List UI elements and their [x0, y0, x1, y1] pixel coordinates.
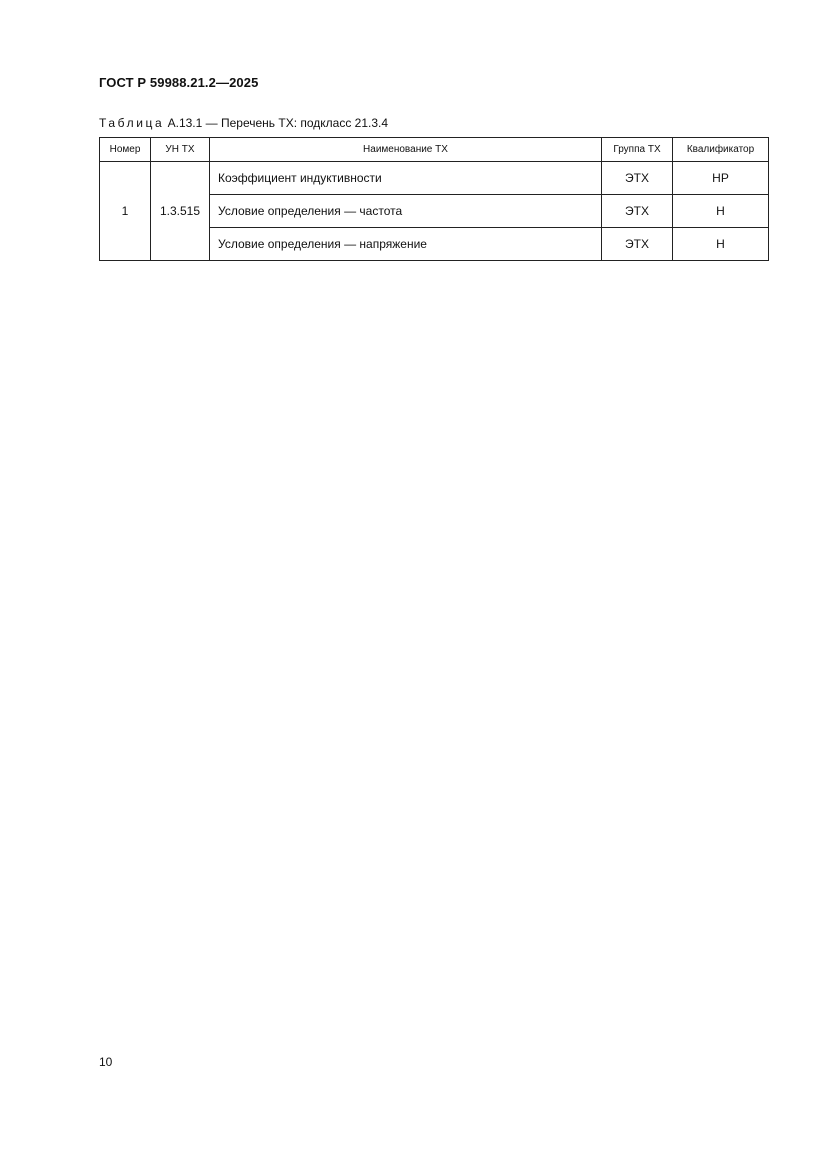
column-header-name: Наименование ТХ — [210, 138, 602, 162]
cell-group: ЭТХ — [602, 195, 673, 228]
tx-table — [99, 137, 769, 261]
cell-qualifier: НР — [673, 162, 769, 195]
cell-number: 1 — [100, 162, 151, 261]
table-header-row — [100, 138, 769, 162]
cell-name: Условие определения — частота — [210, 195, 602, 228]
column-header-un-tx: УН ТХ — [151, 138, 210, 162]
cell-un-tx: 1.3.515 — [151, 162, 210, 261]
cell-name: Коэффициент индуктивности — [210, 162, 602, 195]
table-row — [100, 162, 769, 195]
document-header: ГОСТ Р 59988.21.2—2025 — [99, 75, 259, 90]
table-caption-text: А.13.1 — Перечень ТХ: подкласс 21.3.4 — [167, 116, 389, 130]
cell-group: ЭТХ — [602, 162, 673, 195]
column-header-qualifier: Квалификатор — [673, 138, 769, 162]
cell-group: ЭТХ — [602, 228, 673, 261]
table-caption-word: Таблица — [99, 116, 165, 130]
column-header-number: Номер — [100, 138, 151, 162]
column-header-group: Группа ТХ — [602, 138, 673, 162]
cell-qualifier: Н — [673, 228, 769, 261]
page-number: 10 — [99, 1055, 113, 1069]
cell-name: Условие определения — напряжение — [210, 228, 602, 261]
table-caption — [99, 116, 388, 130]
cell-qualifier: Н — [673, 195, 769, 228]
